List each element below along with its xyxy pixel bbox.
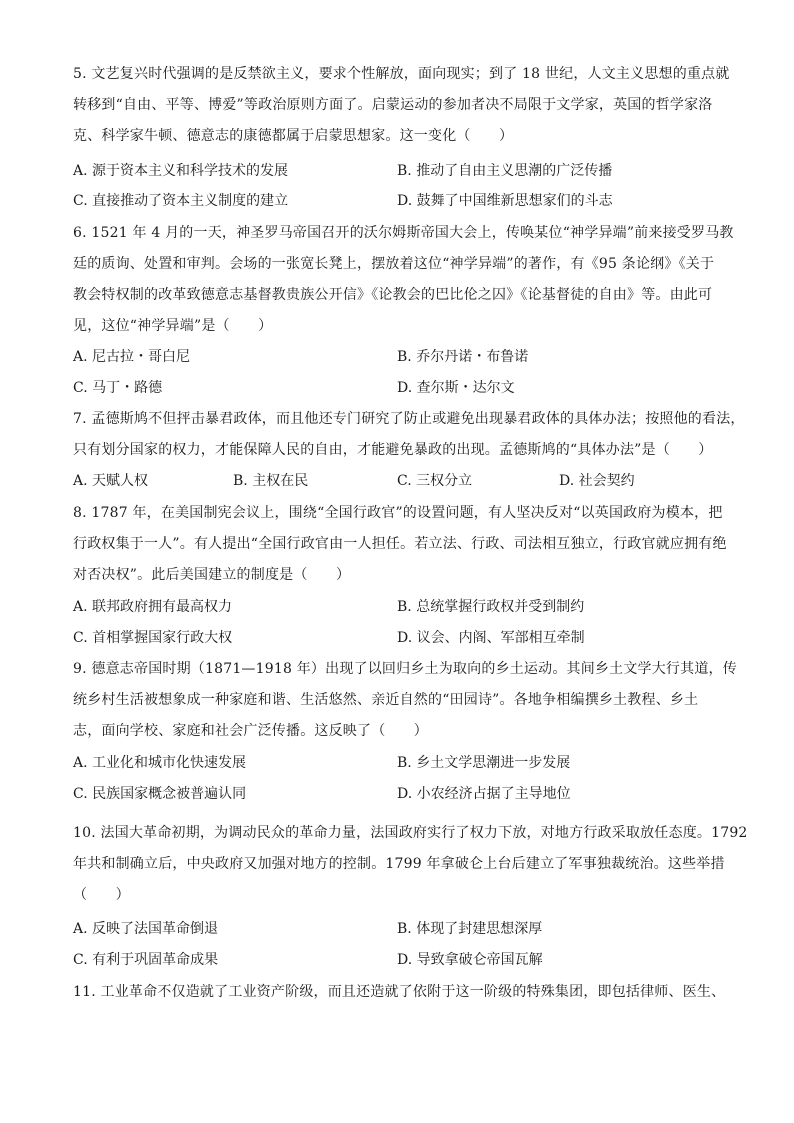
option-b[interactable]: B. 乡土文学思潮进一步发展: [397, 755, 571, 771]
question-10-stem: [73, 818, 748, 911]
question-line: 见，这位“神学异端”是（ ）: [73, 318, 273, 334]
option-d[interactable]: D. 导致拿破仑帝国瓦解: [397, 952, 543, 968]
option-c[interactable]: C. 三权分立: [397, 473, 473, 489]
question-line: 行政权集于一人”。有人提出“全国行政官由一人担任。若立法、行政、司法相互独立，行政官就应拥有绝: [73, 536, 727, 552]
option-d[interactable]: D. 社会契约: [559, 473, 635, 489]
question-9-stem: [73, 654, 737, 747]
question-line: （ ）: [73, 887, 130, 903]
question-line: 5. 文艺复兴时代强调的是反禁欲主义，要求个性解放，面向现实；到了 18 世纪，人文主义思想的重点就: [73, 66, 730, 82]
option-a[interactable]: A. 尼古拉・哥白尼: [73, 349, 191, 365]
question-6-options-row-1: [73, 342, 725, 373]
question-line: 年共和制确立后，中央政府又加强对地方的控制。1799 年拿破仑上台后建立了军事独裁统治。这些举措: [73, 856, 725, 872]
question-5-options-row-2: [73, 186, 725, 217]
question-line: 只有划分国家的权力，才能保障人民的自由，才能避免暴政的出现。孟德斯鸠的“具体办法”是（ ）: [73, 442, 713, 458]
question-11-stem: [73, 977, 725, 1008]
question-8-options-row-1: [73, 592, 725, 623]
option-d[interactable]: D. 议会、内阁、军部相互牵制: [397, 630, 585, 646]
option-d[interactable]: D. 查尔斯・达尔文: [397, 380, 515, 396]
question-line: 11. 工业革命不仅造就了工业资产阶级，而且还造就了依附于这一阶级的特殊集团，即包括律师、医生、: [73, 984, 726, 1000]
question-9-options-row-1: [73, 748, 725, 779]
question-10-options-row-1: [73, 914, 725, 945]
option-d[interactable]: D. 小农经济占据了主导地位: [397, 786, 571, 802]
option-d[interactable]: D. 鼓舞了中国维新思想家们的斗志: [397, 193, 613, 209]
question-5-options-row-1: [73, 156, 725, 187]
question-8-stem: [73, 498, 725, 591]
question-line: 统乡村生活被想象成一种家庭和谐、生活悠然、亲近自然的“田园诗”。各地争相编撰乡土教程、乡土: [73, 692, 699, 708]
question-line: 克、科学家牛顿、德意志的康德都属于启蒙思想家。这一变化（ ）: [73, 128, 514, 144]
question-line: 转移到“自由、平等、博爱”等政治原则方面了。启蒙运动的参加者决不局限于文学家，英国的哲学家洛: [73, 97, 713, 113]
question-line: 对否决权”。此后美国建立的制度是（ ）: [73, 567, 351, 583]
question-7-options-row: [73, 466, 725, 497]
question-line: 廷的质询、处置和审判。会场的一张宽长凳上，摆放着这位“神学异端”的著作，有《95 条论纲》《关于: [73, 256, 715, 272]
option-a[interactable]: A. 工业化和城市化快速发展: [73, 755, 247, 771]
option-c[interactable]: C. 有利于巩固革命成果: [73, 952, 219, 968]
option-c[interactable]: C. 直接推动了资本主义制度的建立: [73, 193, 289, 209]
option-c[interactable]: C. 马丁・路德: [73, 380, 163, 396]
question-line: 10. 法国大革命初期，为调动民众的革命力量，法国政府实行了权力下放，对地方行政采取放任态度。1792: [73, 825, 748, 841]
option-b[interactable]: B. 乔尔丹诺・布鲁诺: [397, 349, 529, 365]
question-8-options-row-2: [73, 623, 725, 654]
question-line: 教会特权制的改革致德意志基督教贵族公开信》《论教会的巴比伦之囚》《论基督徒的自由》等。由此可: [73, 287, 713, 303]
option-b[interactable]: B. 总统掌握行政权并受到制约: [397, 599, 585, 615]
question-line: 志，面向学校、家庭和社会广泛传播。这反映了（ ）: [73, 723, 428, 739]
question-line: 9. 德意志帝国时期（1871—1918 年）出现了以回归乡土为取向的乡土运动。其间乡土文学大行其道，传: [73, 661, 737, 677]
option-a[interactable]: A. 反映了法国革命倒退: [73, 921, 219, 937]
option-b[interactable]: B. 推动了自由主义思潮的广泛传播: [397, 163, 613, 179]
option-c[interactable]: C. 首相掌握国家行政大权: [73, 630, 233, 646]
question-9-options-row-2: [73, 779, 725, 810]
option-b[interactable]: B. 主权在民: [233, 473, 309, 489]
option-b[interactable]: B. 体现了封建思想深厚: [397, 921, 543, 937]
question-10-options-row-2: [73, 945, 725, 976]
question-line: 7. 孟德斯鸠不但抨击暴君政体，而且他还专门研究了防止或避免出现暴君政体的具体办法；按照他的看法，: [73, 411, 745, 427]
question-line: 8. 1787 年，在美国制宪会议上，围绕“全国行政官”的设置问题，有人坚决反对“以英国政府为模本，把: [73, 505, 723, 521]
question-6-stem: [73, 218, 734, 342]
option-a[interactable]: A. 联邦政府拥有最高权力: [73, 599, 233, 615]
question-6-options-row-2: [73, 373, 725, 404]
option-a[interactable]: A. 源于资本主义和科学技术的发展: [73, 163, 289, 179]
question-5-stem: [73, 59, 730, 152]
option-a[interactable]: A. 天赋人权: [73, 473, 149, 489]
question-line: 6. 1521 年 4 月的一天，神圣罗马帝国召开的沃尔姆斯帝国大会上，传唤某位“神学异端”前来接受罗马教: [73, 225, 734, 241]
question-7-stem: [73, 404, 745, 466]
option-c[interactable]: C. 民族国家概念被普遍认同: [73, 786, 247, 802]
